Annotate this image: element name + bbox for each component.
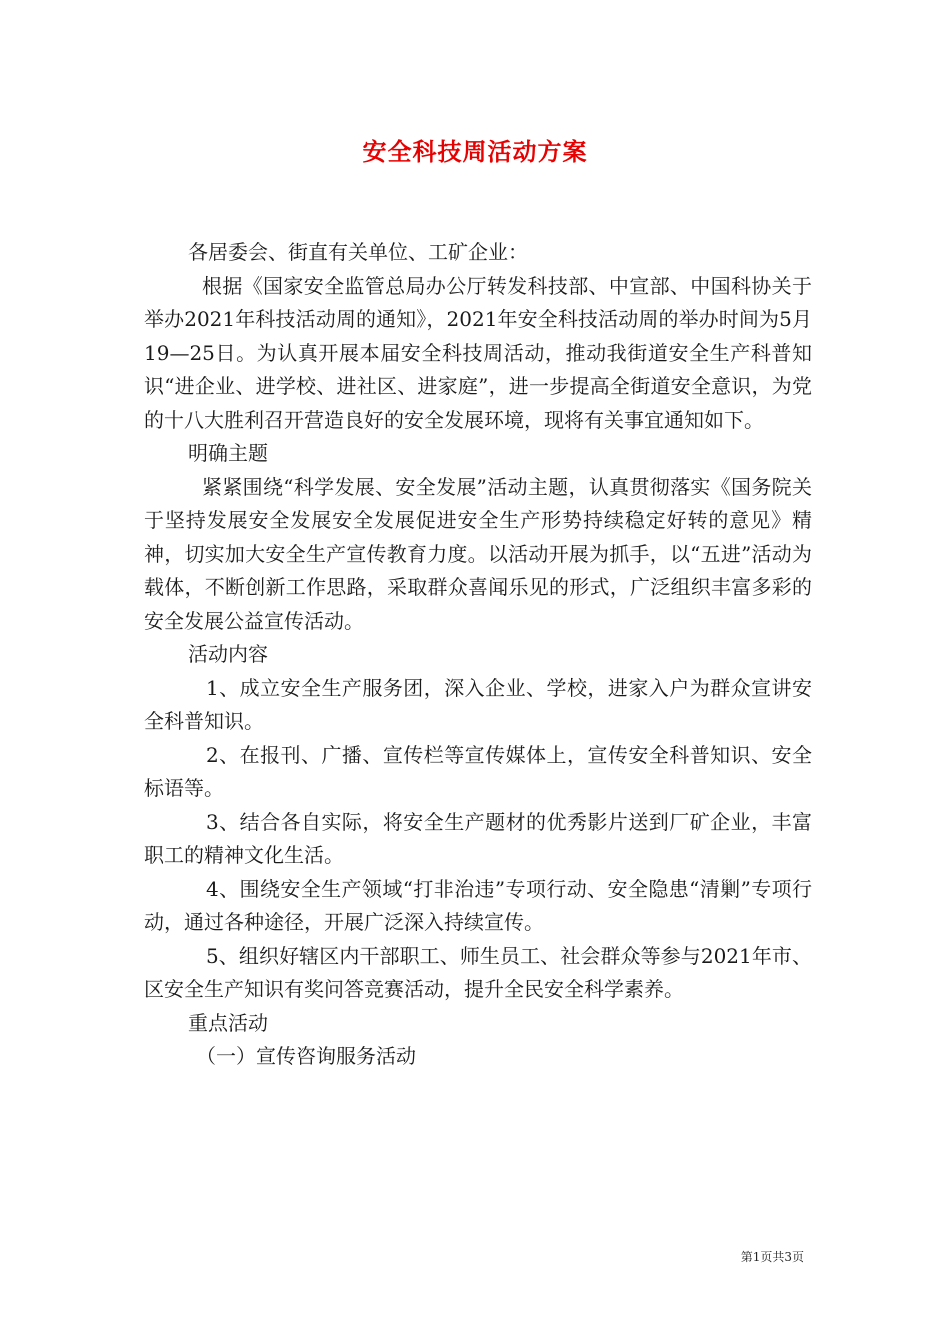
content-item-5: 5、组织好辖区内干部职工、师生员工、社会群众等参与2021年市、区安全生产知识有奖问答竞赛活动，提升全民安全科学素养。 bbox=[144, 943, 812, 1001]
intro-paragraph: 根据《国家安全监管总局办公厅转发科技部、中宣部、中国科协关于举办2021年科技活动周的通知》，2021年安全科技活动周的举办时间为5月19—25日。为认真开展本届安全科技周活动，推动我街道安全生产科普知识“进企业、进学校、进社区、进家庭”，进一步提高全街道安全意识，为党的十八大胜利召开营造良好的安全发展环境，现将有关事宜通知如下。 bbox=[144, 273, 812, 432]
subsection-heading-1: （一）宣传咨询服务活动 bbox=[196, 1044, 416, 1068]
content-item-2: 2、在报刊、广播、宣传栏等宣传媒体上，宣传安全科普知识、安全标语等。 bbox=[144, 742, 812, 800]
section-heading-key-activities: 重点活动 bbox=[188, 1010, 268, 1035]
page-number: 第1页共3页 bbox=[740, 1250, 804, 1264]
section-heading-content: 活动内容 bbox=[188, 642, 268, 666]
salutation: 各居委会、街直有关单位、工矿企业： bbox=[188, 240, 528, 264]
section-heading-theme: 明确主题 bbox=[188, 441, 268, 465]
content-item-1: 1、成立安全生产服务团，深入企业、学校，进家入户为群众宣讲安全科普知识。 bbox=[144, 675, 812, 733]
content-item-4: 4、围绕安全生产领域“打非治违”专项行动、安全隐患“清剿”专项行动，通过各种途径，开展广泛深入持续宣传。 bbox=[144, 876, 812, 934]
document-body bbox=[144, 236, 812, 1074]
section-body-theme: 紧紧围绕“科学发展、安全发展”活动主题，认真贯彻落实《国务院关于坚持发展安全发展安全发展促进安全生产形势持续稳定好转的意见》精神，切实加大安全生产宣传教育力度。以活动开展为抓手，以“五进”活动为载体，不断创新工作思路，采取群众喜闻乐见的形式，广泛组织丰富多彩的安全发展公益宣传活动。 bbox=[144, 474, 812, 633]
content-item-3: 3、结合各自实际，将安全生产题材的优秀影片送到厂矿企业，丰富职工的精神文化生活。 bbox=[144, 809, 812, 867]
document-title: 安全科技周活动方案 bbox=[362, 137, 588, 166]
